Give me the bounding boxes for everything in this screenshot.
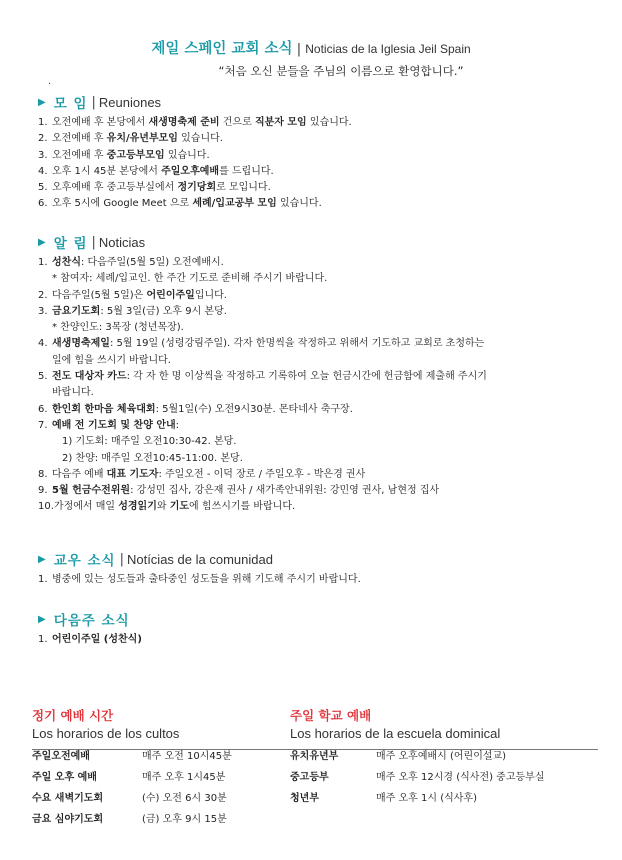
item-text: 오후예배 후 중고등부실에서 [52, 182, 178, 194]
schedule-name: 주일오전예배 [32, 751, 90, 762]
item-text-bold: 기도 [169, 501, 190, 513]
schedule-time: 매주 오후 12시경 (식사전) 중고등부실 [376, 772, 545, 783]
item-number: 1. [38, 574, 48, 585]
triangle-right-icon: ▶ [38, 236, 46, 248]
item-text: 와 [156, 501, 170, 513]
item-text: : 5월 3일(금) 오후 9시 본당. [100, 305, 227, 317]
item-text-bold: 새생명축제 준비 [148, 117, 220, 128]
schedule-time: 매주 오후예배시 (어린이설교) [376, 751, 507, 762]
section-title-separator: | [119, 551, 124, 567]
list-item [38, 369, 598, 385]
item-text: * 찬양인도: 3목장 (청년목장). [52, 322, 184, 334]
schedule-name: 주일 오후 예배 [32, 772, 97, 783]
list-item [38, 271, 598, 287]
schedule-row [290, 786, 590, 807]
sunday-school-title: 주일 학교 예배 [290, 708, 372, 723]
section-title-spanish: Notícias de la comunidad [126, 551, 273, 567]
title-korean: 제일 스페인 교회 소식 [151, 41, 293, 57]
item-text: 오전예배 후 본당에서 [52, 117, 149, 128]
section-item-list [38, 115, 598, 213]
item-text: 에 힘쓰시기를 바랍니다. [189, 501, 296, 513]
item-number: 4. [38, 338, 48, 350]
worship-schedule-rows [32, 744, 282, 828]
schedule-row [290, 744, 590, 765]
item-text-bold: 새생명축제일 [52, 338, 110, 350]
section-heading [38, 609, 598, 629]
schedule-name: 수요 새벽기도회 [32, 793, 104, 804]
schedule-time: 매주 오전 10시45분 [142, 751, 232, 762]
item-text-bold: 주일오후예배 [161, 165, 220, 177]
item-text: : 다음주일(5월 5일) 오전예배시. [80, 257, 224, 268]
item-text-bold: 어린이주일 [146, 289, 195, 301]
schedule-row [32, 807, 282, 828]
section-title-separator: | [91, 234, 96, 250]
item-text: 가정에서 매일 [53, 501, 119, 513]
section-heading [38, 92, 598, 112]
item-number: 1. [38, 257, 48, 268]
list-item [38, 353, 598, 369]
sunday-school-rows [290, 744, 590, 807]
schedule-time: 매주 오후 1시45분 [142, 772, 226, 783]
item-number: 6. [38, 403, 48, 415]
schedule-name: 유치유년부 [290, 751, 339, 762]
item-text: 오후 1시 45분 본당에서 [52, 165, 162, 177]
schedule-time: (금) 오후 9시 15분 [142, 814, 227, 825]
schedule-row [32, 744, 282, 765]
list-item [38, 572, 598, 588]
schedule-divider [32, 749, 598, 750]
item-text: : 각 자 한 명 이상씩을 작정하고 기록하여 오늘 헌금시간에 헌금함에 제출해 주시기 [126, 371, 487, 383]
item-text: : 5월 19일 (성령강림주일). 각자 한명씩을 작정하고 위해서 기도하고 교회로 초청하는 [109, 338, 485, 350]
item-text-bold: 어린이주일 (성찬식) [52, 634, 142, 645]
schedule-row [32, 765, 282, 786]
worship-schedule [32, 706, 282, 825]
section-title-korean: 모 임 [53, 96, 88, 112]
list-item [38, 451, 598, 467]
schedule-time: 매주 오후 1시 (식사후) [376, 793, 477, 804]
section-title-separator: | [91, 94, 96, 110]
section-title-spanish: Reuniones [98, 94, 162, 110]
sunday-school-subtitle: Los horarios de la escuela dominical [290, 726, 501, 741]
title-spanish: Noticias de la Iglesia Jeil Spain [305, 42, 471, 56]
section-item-list [38, 572, 598, 588]
item-number: 1. [38, 634, 48, 645]
section-next-week [38, 609, 598, 648]
item-text-bold: 5월 헌금수전위원 [52, 485, 131, 497]
bulletin-title [0, 40, 622, 59]
item-text: 일에 힘을 쓰시기 바랍니다. [52, 354, 171, 366]
item-number: 8. [38, 468, 48, 480]
item-text: 다음주일(5월 5일)은 [52, 289, 147, 301]
list-item [38, 196, 598, 212]
sunday-school-schedule [290, 706, 590, 804]
section-heading [38, 549, 598, 569]
item-text-bold: 전도 대상자 카드 [52, 371, 127, 383]
list-item [38, 402, 598, 418]
section-title-korean: 교우 소식 [53, 553, 116, 569]
item-text: 오전예배 후 [52, 133, 107, 145]
item-text-bold: 예배 전 기도회 및 찬양 안내 [52, 419, 176, 431]
item-text: 로 모입니다. [216, 182, 271, 194]
list-item [38, 483, 598, 499]
item-text: 있습니다. [306, 117, 352, 128]
list-item [38, 418, 598, 434]
item-text: 2) 찬양: 매주일 오전10:45-11:00. 본당. [62, 452, 243, 464]
list-item [38, 164, 598, 180]
item-text-bold: 정기당회 [177, 182, 217, 194]
list-item [38, 632, 598, 648]
item-text: 오후 5시에 Google Meet 으로 [52, 198, 193, 210]
list-item [38, 131, 598, 147]
item-text: 입니다. [194, 289, 227, 301]
item-text: 를 드립니다. [219, 165, 274, 177]
item-text: 1) 기도회: 매주일 오전10:30-42. 본당. [62, 436, 237, 448]
section-item-list [38, 255, 598, 516]
item-text: 다음주 예배 [52, 468, 107, 480]
item-text-bold: 성경읽기 [118, 501, 157, 513]
item-number: 3. [38, 149, 48, 161]
list-item [38, 434, 598, 450]
list-item [38, 148, 598, 164]
schedule-name: 청년부 [290, 793, 319, 804]
item-text-bold: 중고등부모임 [106, 149, 165, 161]
list-item [38, 336, 598, 352]
worship-schedule-title: 정기 예배 시간 [32, 708, 114, 723]
item-number: 1. [38, 117, 48, 128]
list-item [38, 255, 598, 271]
item-text: 바랍니다. [52, 387, 94, 399]
section-title-spanish: Noticias [98, 234, 146, 250]
schedule-name: 금요 심야기도회 [32, 814, 104, 825]
item-text-bold: 세례/입교공부 모임 [192, 198, 277, 210]
item-text: * 참여자: 세례/입교인. 한 주간 기도로 준비해 주시기 바랍니다. [52, 273, 328, 285]
title-separator: | [296, 42, 302, 57]
section-title-korean: 알 림 [53, 236, 88, 252]
item-text-bold: 성찬식 [52, 257, 81, 268]
item-text-bold: 한인회 한마음 체육대회 [52, 403, 156, 415]
list-item [38, 115, 598, 131]
list-item [38, 180, 598, 196]
section-title-korean: 다음주 소식 [53, 613, 130, 629]
welcome-subtitle: “처음 오신 분들을 주님의 이름으로 환영합니다.” [218, 64, 464, 78]
item-number: 6. [38, 198, 48, 210]
item-number: 7. [38, 419, 48, 431]
item-number: 5. [38, 182, 48, 194]
item-text: 병중에 있는 성도들과 출타중인 성도들을 위해 기도해 주시기 바랍니다. [52, 574, 361, 585]
list-item [38, 499, 598, 515]
stray-dot: . [48, 76, 52, 87]
item-number: 2. [38, 289, 48, 301]
schedule-time: (수) 오전 6시 30분 [142, 793, 227, 804]
item-text: : 강성민 집사, 강은재 권사 / 새가족안내위원: 강민영 권사, 남현정 집사 [130, 485, 440, 497]
item-text: : [175, 419, 180, 431]
item-number: 2. [38, 133, 48, 145]
section-meetings [38, 92, 598, 213]
item-text: : 5월1일(수) 오전9시30분. 몬타네사 축구장. [155, 403, 353, 415]
item-number: 5. [38, 371, 48, 383]
item-text: 있습니다. [276, 198, 322, 210]
list-item [38, 385, 598, 401]
item-text-bold: 대표 기도자 [106, 468, 159, 480]
schedule-name: 중고등부 [290, 772, 329, 783]
list-item [38, 320, 598, 336]
schedule-row [32, 786, 282, 807]
schedule-row [290, 765, 590, 786]
triangle-right-icon: ▶ [38, 553, 46, 565]
item-text: 있습니다. [164, 149, 210, 161]
item-text-bold: 금요기도회 [52, 305, 101, 317]
list-item [38, 304, 598, 320]
section-item-list [38, 632, 598, 648]
item-number: 4. [38, 165, 48, 177]
item-text: 건으로 [219, 117, 255, 128]
triangle-right-icon: ▶ [38, 613, 46, 625]
bulletin-header [0, 40, 622, 79]
worship-schedule-subtitle: Los horarios de los cultos [32, 726, 180, 741]
item-text: : 주일오전 - 이덕 장로 / 주일오후 - 박은경 권사 [158, 468, 366, 480]
list-item [38, 288, 598, 304]
item-text: 있습니다. [177, 133, 223, 145]
item-number: 3. [38, 305, 48, 317]
item-number: 10. [38, 501, 54, 513]
item-text-bold: 유치/유년부모임 [106, 133, 178, 145]
list-item [38, 467, 598, 483]
section-community-news [38, 549, 598, 588]
item-number: 9. [38, 485, 48, 497]
section-heading [38, 232, 598, 252]
item-text-bold: 직분자 모임 [254, 117, 307, 128]
section-notices [38, 232, 598, 516]
triangle-right-icon: ▶ [38, 96, 46, 108]
item-text: 오전예배 후 [52, 149, 107, 161]
